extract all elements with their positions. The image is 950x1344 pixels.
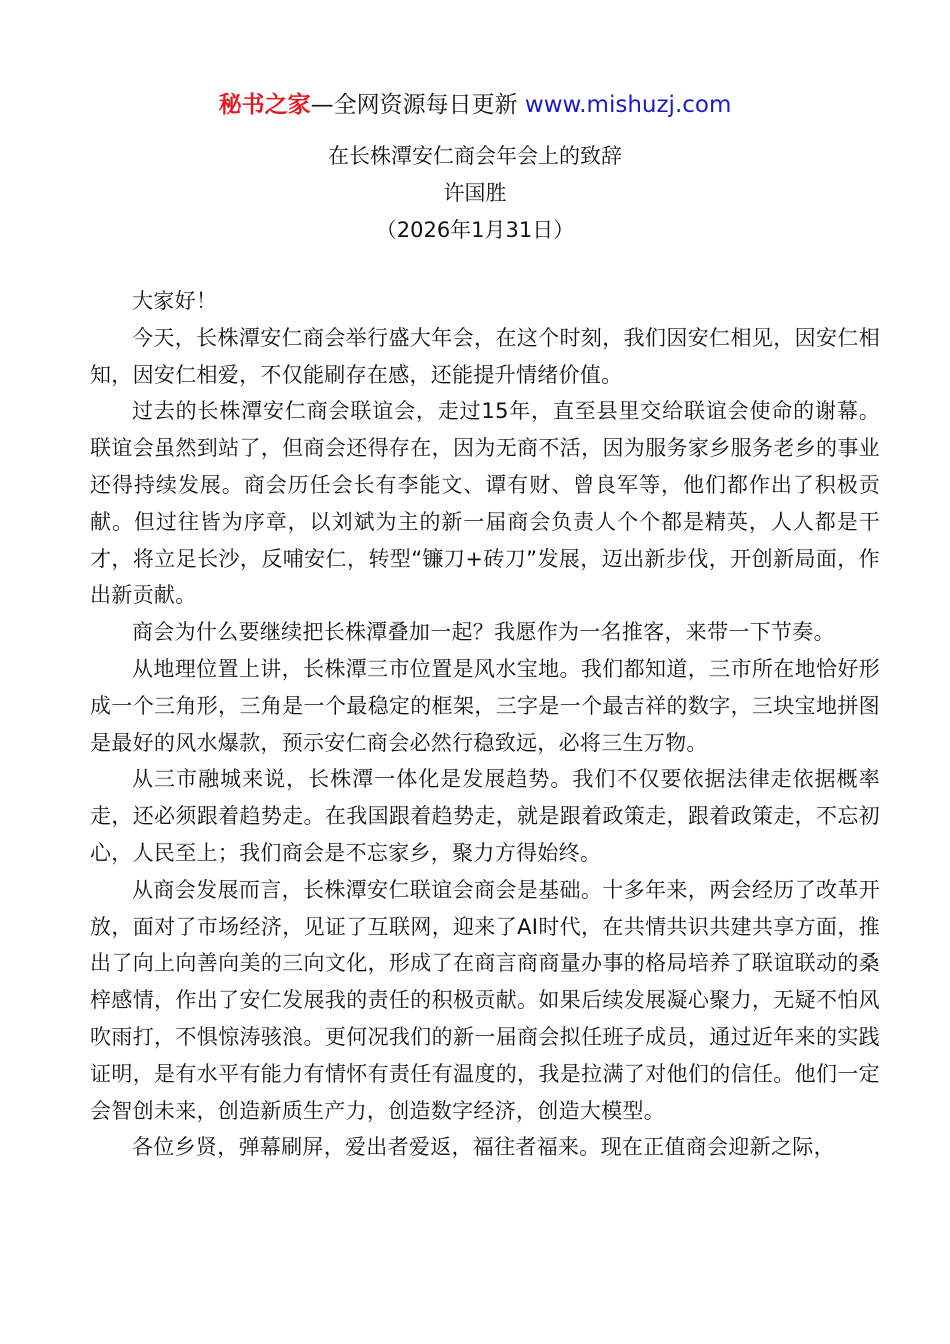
paragraph: 今天，长株潭安仁商会举行盛大年会，在这个时刻，我们因安仁相见，因安仁相知，因安仁相爱，不仅能刷存在感，还能提升情绪价值。 bbox=[90, 325, 880, 387]
paragraph: 从商会发展而言，长株潭安仁联谊会商会是基础。十多年来，两会经历了改革开放，面对了市场经济，见证了互联网，迎来了AI时代，在共情共识共建共享方面，推出了向上向善向美的三向文化，形成了在商言商商量办事的格局培养了联谊联动的桑梓感情，作出了安仁发展我的责任的积极贡献。如果后续发展凝心聚力，无疑不怕风吹雨打，不惧惊涛骇浪。更何况我们的新一届商会拟任班子成员，通过近年来的实践证明，是有水平有能力有情怀有责任有温度的，我是拉满了对他们的信任。他们一定会智创未来，创造新质生产力，创造数字经济，创造大模型。 bbox=[90, 877, 880, 1123]
site-slogan: —全网资源每日更新 bbox=[310, 92, 518, 118]
document-title: 在长株潭安仁商会年会上的致辞 bbox=[328, 144, 622, 168]
document-body bbox=[90, 283, 880, 1166]
document-date: （2026年1月31日） bbox=[375, 218, 575, 242]
paragraph-greeting: 大家好！ bbox=[132, 289, 218, 313]
paragraph: 从三市融城来说，长株潭一体化是发展趋势。我们不仅要依据法律走依据概率走，还必须跟着趋势走。在我国跟着趋势走，就是跟着政策走，跟着政策走，不忘初心，人民至上；我们商会是不忘家乡，聚力方得始终。 bbox=[90, 767, 880, 865]
paragraph: 商会为什么要继续把长株潭叠加一起？我愿作为一名推客，来带一下节奏。 bbox=[132, 620, 835, 645]
site-url-link[interactable]: www.mishuzj.com bbox=[524, 92, 732, 118]
paragraph: 各位乡贤，弹幕刷屏，爱出者爱返，福往者福来。现在正值商会迎新之际， bbox=[132, 1135, 835, 1160]
document-heading bbox=[0, 138, 950, 249]
site-brand: 秘书之家 bbox=[218, 92, 311, 118]
site-banner bbox=[0, 89, 950, 121]
document-author: 许国胜 bbox=[443, 181, 507, 205]
paragraph: 从地理位置上讲，长株潭三市位置是风水宝地。我们都知道，三市所在地恰好形成一个三角形，三角是一个最稳定的框架，三字是一个最吉祥的数字，三块宝地拼图是最好的风水爆款，预示安仁商会必然行稳致远，必将三生万物。 bbox=[90, 656, 880, 755]
paragraph: 过去的长株潭安仁商会联谊会，走过15年，直至县里交给联谊会使命的谢幕。联谊会虽然到站了，但商会还得存在，因为无商不活，因为服务家乡服务老乡的事业还得持续发展。商会历任会长有李能文、谭有财、曾良军等，他们都作出了积极贡献。但过往皆为序章，以刘斌为主的新一届商会负责人个个都是精英，人人都是干才，将立足长沙，反哺安仁，转型“镰刀+砖刀”发展，迈出新步伐，开创新局面，作出新贡献。 bbox=[90, 399, 880, 608]
